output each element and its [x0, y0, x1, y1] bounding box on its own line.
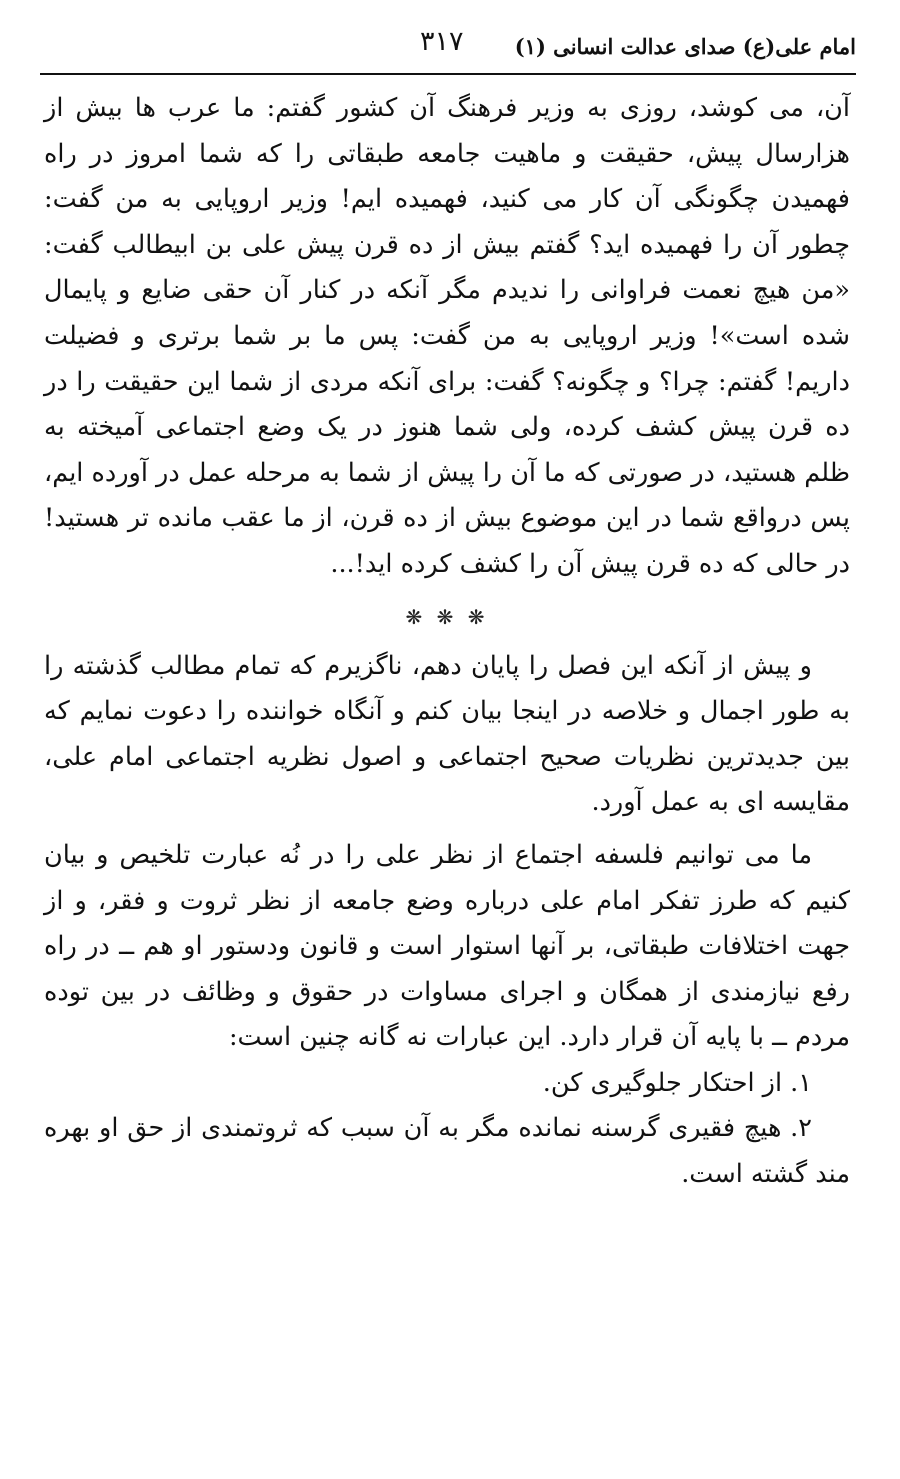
section-separator: ❋ ❋ ❋ [405, 604, 489, 629]
running-title: امام علی(ع) صدای عدالت انسانی (۱) [514, 34, 856, 59]
body-text [44, 86, 850, 1198]
paragraph-intro: و پیش از آنکه این فصل را پایان دهم، ناگزیرم که تمام مطالب گذشته را به طور اجمال و خلاصه در اینجا بیان کنم و آنگاه خواننده را دعوت نمایم که بین جدیدترین نظریات صحیح اجتماعی و اصول نظریه اجتماعی امام علی، مقایسه ای به عمل آورد. [44, 650, 850, 818]
page-number: ۳۱۷ [420, 26, 464, 57]
running-header [40, 22, 856, 72]
paragraph-summary: ما می توانیم فلسفه اجتماع از نظر علی را در نُه عبارت تلخیص و بیان کنیم که طرز تفکر امام علی درباره وضع جامعه از نظر ثروت و فقر، و از جهت اختلافات طبقاتی، بر آنها استوار است و قانون ودستور او هم ــ در راه رفع نیازمندی از همگان و اجرای مساوات در حقوق و وظائف در بین توده مردم ــ با پایه آن قرار دارد. این عبارات نه گانه چنین است: [44, 839, 850, 1053]
header-rule [40, 73, 856, 75]
paragraph-continuation: آن، می کوشد، روزی به وزیر فرهنگ آن کشور گفتم: ما عرب ها بیش از هزارسال پیش، حقیقت و ماهیت جامعه طبقاتی را که شما امروز در راه فهمیدن چگونگی آن کار می کنید، فهمیده ایم! وزیر اروپایی به من گفت: چطور آن را فهمیده اید؟ گفتم بیش از ده قرن پیش علی بن ابیطالب گفت: «من هیچ نعمت فراوانی را ندیدم مگر آنکه در کنار آن حقی ضایع و پایمال شده است»! وزیر اروپایی به من گفت: پس ما بر شما برتری و فضیلت داریم! گفتم: چرا؟ و چگونه؟ گفت: برای آنکه مردی از شما این حقیقت را در ده قرن پیش کشف کرده، ولی شما هنوز در یک وضع اجتماعی آمیخته به ظلم هستید، در صورتی که ما آن را پیش از شما به مرحله عمل در آورده ایم، پس درواقع شما در این موضوع بیش از ده قرن، از ما عقب مانده تر هستید! در حالی که ده قرن پیش آن را کشف کرده اید!... [44, 93, 850, 579]
list-item-1: ۱. از احتکار جلوگیری کن. [542, 1067, 812, 1098]
list-item-2: ۲. هیچ فقیری گرسنه نمانده مگر به آن سبب که ثروتمندی از حق او بهره مند گشته است. [44, 1113, 850, 1190]
